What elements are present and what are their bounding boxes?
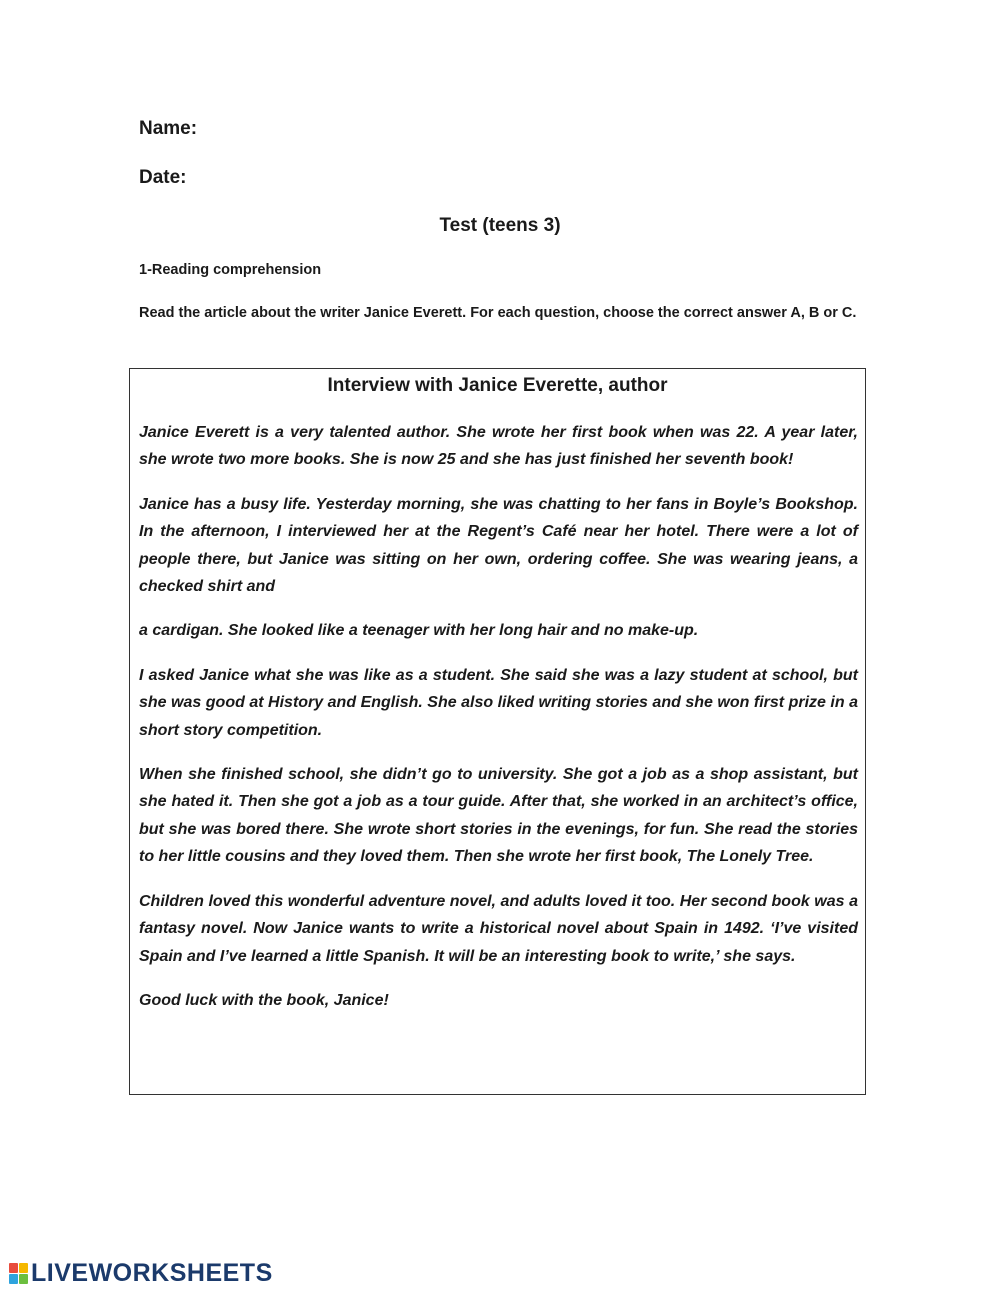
article-body [139, 419, 858, 1031]
liveworksheets-logo-icon [9, 1263, 28, 1284]
logo-text: LIVEWORKSHEETS [31, 1258, 273, 1287]
instructions-text: Read the article about the writer Janice Everett. For each question, choose the correct answer A, B or C. [139, 305, 857, 321]
article-paragraph-1: Janice Everett is a very talented author. She wrote her first book when was 22. A year later, she wrote two more books. She is now 25 and she has just finished her seventh book! [139, 424, 858, 469]
article-title: Interview with Janice Everette, author [327, 375, 668, 396]
article-paragraph-6: Children loved this wonderful adventure novel, and adults loved it too. Her second book was a fantasy novel. Now Janice wants to write a historical novel about Spain in 1492. ‘I’ve visited Spain and I’ve learned a little Spanish. It will be an interesting book to write,’ she says. [139, 892, 858, 965]
article-box [129, 368, 866, 1095]
article-paragraph-7: Good luck with the book, Janice! [139, 991, 389, 1009]
name-label: Name: [139, 118, 198, 139]
article-paragraph-2: Janice has a busy life. Yesterday morning, she was chatting to her fans in Boyle’s Bookshop. In the afternoon, I interviewed her at the Regent’s Café near her hotel. There were a lot of people there, but Janice was sitting on her own, ordering coffee. She was wearing jeans, a checked shirt and [139, 495, 858, 596]
section-heading: 1-Reading comprehension [139, 262, 322, 278]
article-paragraph-5: When she finished school, she didn’t go to university. She got a job as a shop assistant, but she hated it. Then she got a job as a tour guide. After that, she worked in an architect’s office, but she was bored there. She wrote short stories in the evenings, for fun. She read the stories to her little cousins and they loved them. Then she wrote her first book, The Lonely Tree. [139, 766, 858, 866]
test-title: Test (teens 3) [439, 215, 561, 236]
article-paragraph-4: I asked Janice what she was like as a student. She said she was a lazy student at school, but she was good at History and English. She also liked writing stories and she won first prize in a short story competition. [139, 666, 858, 739]
liveworksheets-logo[interactable] [9, 1258, 273, 1288]
date-label: Date: [139, 167, 187, 188]
article-paragraph-3: a cardigan. She looked like a teenager with her long hair and no make-up. [139, 622, 699, 640]
